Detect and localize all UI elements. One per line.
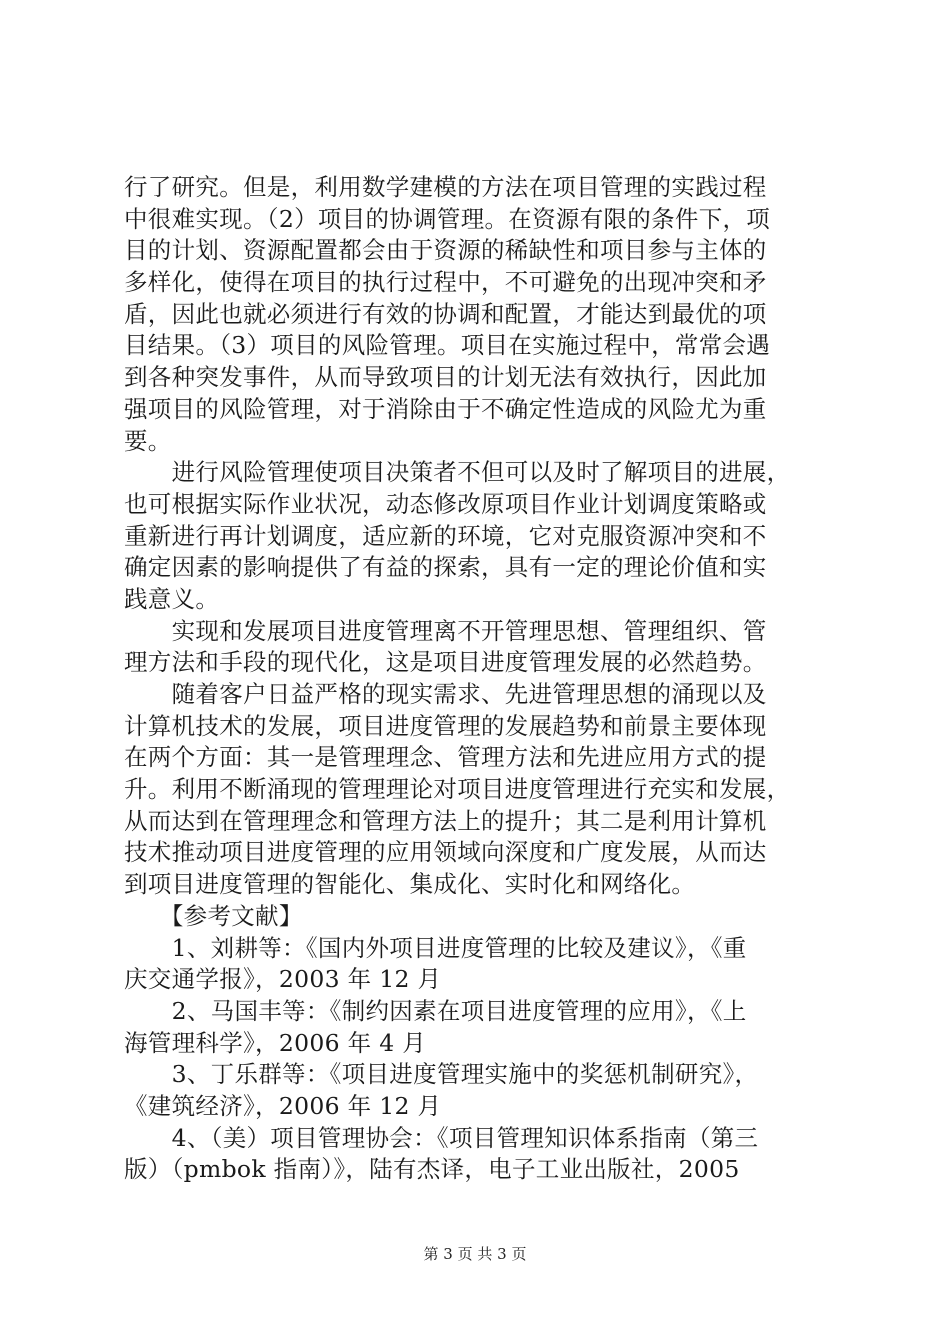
text-line: 进行风险管理使项目决策者不但可以及时了解项目的进展，	[124, 458, 791, 487]
text-line: 重新进行再计划调度，适应新的环境，它对克服资源冲突和不	[124, 521, 767, 550]
text-line: 确定因素的影响提供了有益的探索，具有一定的理论价值和实	[124, 553, 767, 582]
text-line: 升。利用不断涌现的管理理论对项目进度管理进行充实和发展，	[124, 775, 791, 804]
reference-item: 1、刘耕等：《国内外项目进度管理的比较及建议》，《重	[124, 933, 747, 962]
reference-item: 3、丁乐群等：《项目进度管理实施中的奖惩机制研究》，	[124, 1060, 759, 1089]
text-line: 理方法和手段的现代化，这是项目进度管理发展的必然趋势。	[124, 648, 767, 677]
reference-item: 海管理科学》，2006 年 4 月	[124, 1028, 427, 1057]
page-number-footer: 第 3 页 共 3 页	[423, 1245, 527, 1263]
text-line: 实现和发展项目进度管理离不开管理思想、管理组织、管	[124, 616, 767, 645]
text-line: 也可根据实际作业状况，动态修改原项目作业计划调度策略或	[124, 489, 767, 518]
text-line: 要。	[124, 426, 172, 455]
reference-item: 4、（美）项目管理协会：《项目管理知识体系指南（第三	[124, 1123, 759, 1152]
reference-item: 2、马国丰等：《制约因素在项目进度管理的应用》，《上	[124, 996, 747, 1025]
text-line: 盾，因此也就必须进行有效的协调和配置，才能达到最优的项	[124, 299, 767, 328]
text-line: 目的计划、资源配置都会由于资源的稀缺性和项目参与主体的	[124, 236, 767, 265]
text-line: 到项目进度管理的智能化、集成化、实时化和网络化。	[124, 870, 696, 899]
text-line: 践意义。	[124, 584, 220, 613]
reference-item: 庆交通学报》，2003 年 12 月	[124, 965, 442, 994]
reference-item: 《建筑经济》，2006 年 12 月	[124, 1091, 442, 1120]
text-line: 目结果。（3）项目的风险管理。项目在实施过程中，常常会遇	[124, 331, 771, 360]
text-line: 技术推动项目进度管理的应用领域向深度和广度发展，从而达	[124, 838, 767, 867]
text-line: 从而达到在管理理念和管理方法上的提升；其二是利用计算机	[124, 806, 767, 835]
text-line: 强项目的风险管理，对于消除由于不确定性造成的风险尤为重	[124, 394, 767, 423]
reference-item: 版）（pmbok 指南）》，陆有杰译，电子工业出版社，2005	[124, 1155, 740, 1184]
text-line: 在两个方面：其一是管理理念、管理方法和先进应用方式的提	[124, 743, 767, 772]
text-line: 随着客户日益严格的现实需求、先进管理思想的涌现以及	[124, 680, 767, 708]
references-heading: 【参考文献】	[124, 901, 303, 930]
text-line: 多样化，使得在项目的执行过程中，不可避免的出现冲突和矛	[124, 268, 767, 297]
text-line: 计算机技术的发展，项目进度管理的发展趋势和前景主要体现	[124, 711, 767, 740]
document-body	[124, 172, 834, 1186]
text-line: 行了研究。但是，利用数学建模的方法在项目管理的实践过程	[124, 173, 767, 201]
text-line: 中很难实现。（2）项目的协调管理。在资源有限的条件下，项	[124, 204, 771, 233]
text-line: 到各种突发事件，从而导致项目的计划无法有效执行，因此加	[124, 363, 767, 392]
